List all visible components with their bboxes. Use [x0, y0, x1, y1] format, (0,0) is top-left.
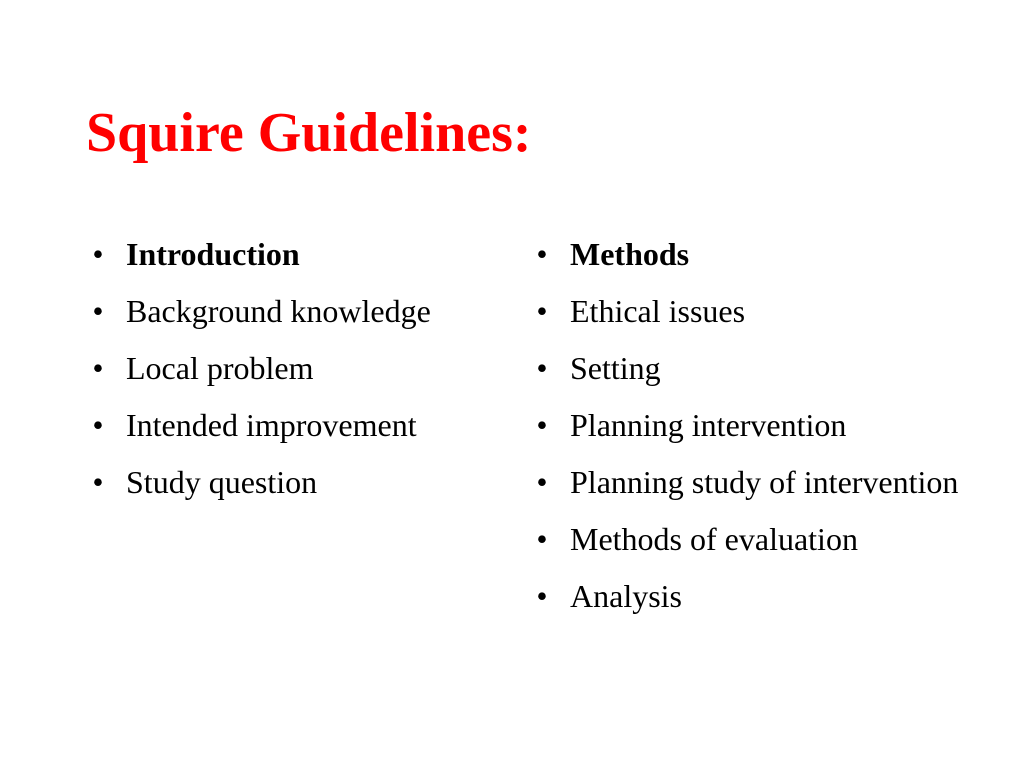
- bullet-text: Intended improvement: [126, 407, 417, 443]
- left-bullet-list: [86, 232, 506, 517]
- bullet-point-icon: •: [536, 521, 548, 557]
- bullet-point-icon: •: [92, 464, 104, 500]
- bullet-point-icon: •: [536, 464, 548, 500]
- bullet-point-icon: •: [536, 578, 548, 614]
- bullet-point-icon: •: [92, 236, 104, 272]
- slide-title: Squire Guidelines:: [86, 102, 532, 164]
- bullet-item: [86, 232, 506, 276]
- bullet-point-icon: •: [536, 350, 548, 386]
- bullet-item: [530, 574, 960, 618]
- bullet-text: Methods of evaluation: [570, 521, 858, 557]
- bullet-item: [530, 346, 960, 390]
- bullet-text: Study question: [126, 464, 318, 500]
- bullet-item: [86, 403, 506, 447]
- right-bullet-list: [530, 232, 960, 631]
- bullet-text: Analysis: [570, 578, 682, 614]
- bullet-text: Introduction: [126, 236, 300, 272]
- bullet-item: [530, 460, 960, 504]
- bullet-text: Planning intervention: [570, 407, 847, 443]
- bullet-text: Methods: [570, 236, 690, 272]
- bullet-point-icon: •: [92, 293, 104, 329]
- bullet-item: [86, 289, 506, 333]
- bullet-point-icon: •: [536, 293, 548, 329]
- bullet-text: Setting: [570, 350, 661, 386]
- bullet-item: [530, 289, 960, 333]
- bullet-text: Local problem: [126, 350, 314, 386]
- bullet-item: [530, 517, 960, 561]
- bullet-point-icon: •: [92, 407, 104, 443]
- bullet-text: Ethical issues: [570, 293, 746, 329]
- bullet-text: Background knowledge: [126, 293, 431, 329]
- bullet-point-icon: •: [92, 350, 104, 386]
- bullet-item: [86, 460, 506, 504]
- bullet-item: [530, 403, 960, 447]
- bullet-text: Planning study of intervention: [570, 464, 959, 500]
- bullet-item: [86, 346, 506, 390]
- bullet-item: [530, 232, 960, 276]
- bullet-point-icon: •: [536, 407, 548, 443]
- bullet-point-icon: •: [536, 236, 548, 272]
